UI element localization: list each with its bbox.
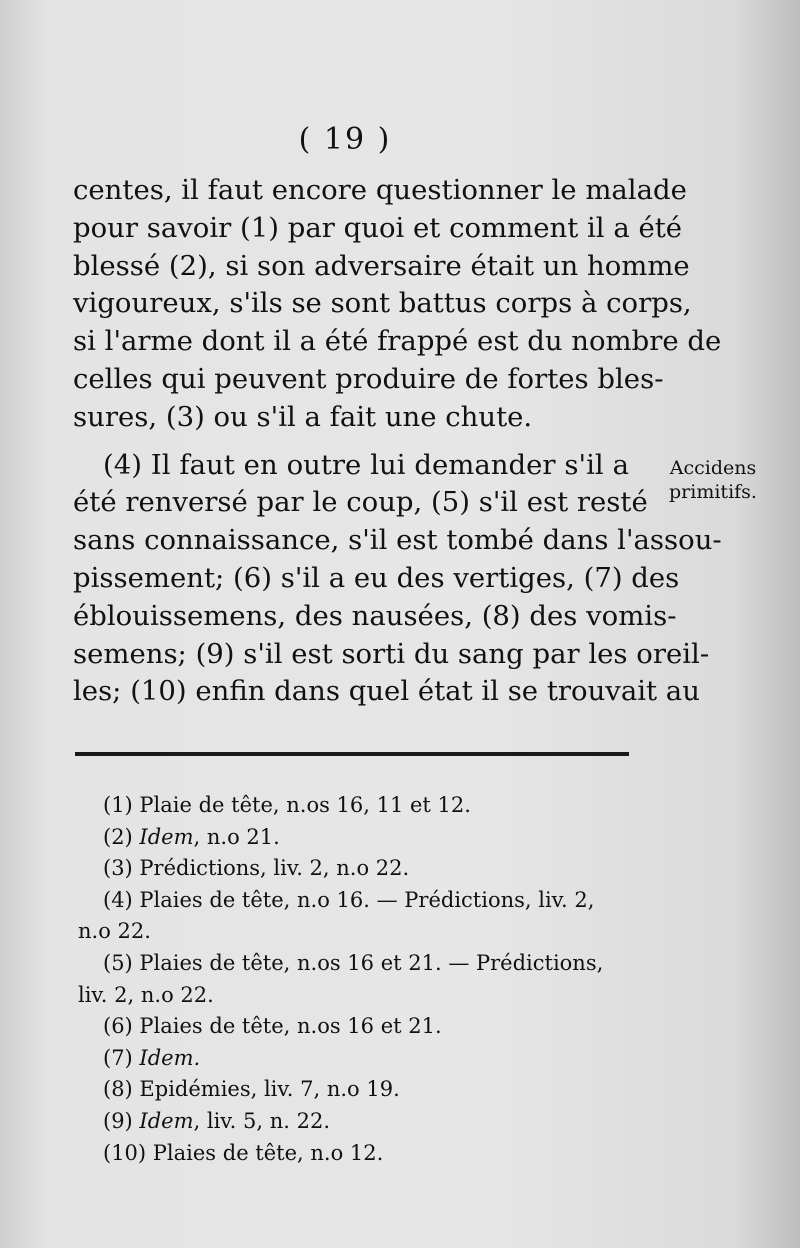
text-line: semens; (9) s'il est sorti du sang par les oreil- [73,637,710,670]
footnote: (3) Prédictions, liv. 2, n.o 22. [103,856,410,881]
text-line: été renversé par le coup, (5) s'il est resté [73,486,648,519]
footnote: (8) Epidémies, liv. 7, n.o 19. [103,1077,400,1102]
text-line: éblouissemens, des nausées, (8) des vomis- [73,599,677,632]
page-number: ( 19 ) [298,122,392,157]
margin-note [658,456,768,504]
footnote: (7) Idem. [103,1045,201,1070]
margin-note-line: Accidens [669,457,757,479]
footnote: (9) Idem, liv. 5, n. 22. [103,1108,331,1133]
footnote-divider [75,752,629,756]
text-line: si l'arme dont il a été frappé est du nombre de [73,325,722,358]
footnotes [78,790,634,1169]
text-line: sans connaissance, s'il est tombé dans l'assou- [73,524,722,557]
text-line: les; (10) enfin dans quel état il se trouvait au [73,675,700,708]
footnote-continuation: liv. 2, n.o 22. [78,982,214,1007]
footnote: (10) Plaies de tête, n.o 12. [103,1140,384,1165]
text-line: pissement; (6) s'il a eu des vertiges, (7) des [73,561,680,594]
footnote: (2) Idem, n.o 21. [103,824,280,849]
footnote: (4) Plaies de tête, n.o 16. — Prédictions, liv. 2, [103,887,595,912]
text-line: blessé (2), si son adversaire était un homme [73,249,690,282]
text-line: centes, il faut encore questionner le malade [73,174,687,206]
text-line: (4) Il faut en outre lui demander s'il a [103,448,629,481]
text-line: vigoureux, s'ils se sont battus corps à corps, [73,287,692,320]
margin-note-line: primitifs. [669,481,757,503]
text-line: pour savoir (1) par quoi et comment il a été [73,211,683,244]
footnote: (6) Plaies de tête, n.os 16 et 21. [103,1014,442,1039]
footnote: (1) Plaie de tête, n.os 16, 11 et 12. [103,793,471,817]
text-line: celles qui peuvent produire de fortes bles- [73,362,664,395]
text-line: sures, (3) ou s'il a fait une chute. [73,400,533,433]
footnote: (5) Plaies de tête, n.os 16 et 21. — Prédictions, [103,950,604,975]
footnote-continuation: n.o 22. [78,919,151,944]
